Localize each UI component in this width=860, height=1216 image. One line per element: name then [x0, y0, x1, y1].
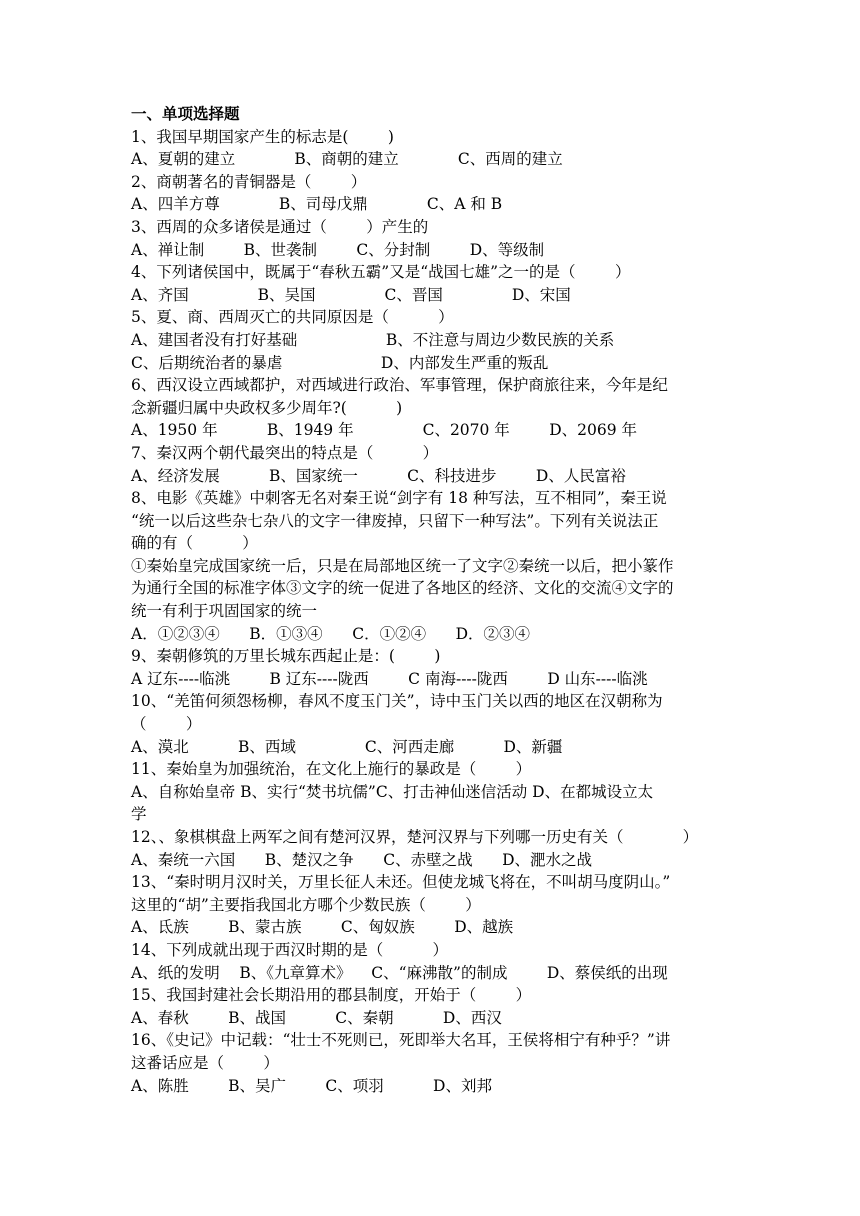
text-line: A、夏朝的建立 B、商朝的建立 C、西周的建立 [131, 150, 563, 169]
text-line: 4、下列诸侯国中，既属于“春秋五霸”又是“战国七雄”之一的是（ ） [131, 263, 631, 282]
text-line: 9、秦朝修筑的万里长城东西起止是：( ) [131, 647, 441, 666]
text-line: 学 [131, 805, 147, 824]
text-line: A、四羊方尊 B、司母戊鼎 C、A 和 B [131, 195, 503, 214]
worksheet-page [131, 103, 735, 1097]
text-line: A、漠北 B、西域 C、河西走廊 D、新疆 [131, 737, 563, 756]
text-line: （ ） [131, 715, 202, 734]
text-line: 这里的“胡”主要指我国北方哪个少数民族（ ） [131, 895, 481, 914]
text-line: A、经济发展 B、国家统一 C、科技进步 D、人民富裕 [131, 466, 626, 485]
text-line: A、纸的发明 B、《九章算术》 C、“麻沸散”的制成 D、蔡侯纸的出现 [131, 963, 668, 982]
text-line: A、春秋 B、战国 C、秦朝 D、西汉 [131, 1008, 502, 1027]
text-line: 6、西汉设立西域都护，对西域进行政治、军事管理，保护商旅往来，今年是纪 [131, 376, 668, 395]
text-line: 8、电影《英雄》中刺客无名对秦王说“剑字有 18 种写法，互不相同”，秦王说 [131, 489, 667, 508]
text-line: A、陈胜 B、吴广 C、项羽 D、刘邦 [131, 1076, 492, 1095]
text-line: A、1950 年 B、1949 年 C、2070 年 D、2069 年 [131, 421, 638, 440]
text-line: 5、夏、商、西周灭亡的共同原因是（ ） [131, 308, 454, 327]
text-line: 10、“羌笛何须怨杨柳，春风不度玉门关”，诗中玉门关以西的地区在汉朝称为 [131, 692, 663, 711]
text-line: “统一以后这些杂七杂八的文字一律废掉，只留下一种写法”。下列有关说法正 [131, 511, 659, 530]
text-line: A、秦统一六国 B、楚汉之争 C、赤壁之战 D、淝水之战 [131, 850, 593, 869]
text-line: 确的有（ ） [131, 534, 258, 553]
text-line: 12、、象棋棋盘上两军之间有楚河汉界，楚河汉界与下列哪一历史有关（ ） [131, 828, 699, 846]
text-line: 统一有利于巩固国家的统一 [131, 602, 318, 621]
text-line: 11、秦始皇为加强统治，在文化上施行的暴政是（ ） [131, 760, 532, 779]
text-line: 15、我国封建社会长期沿用的郡县制度，开始于（ ） [131, 986, 532, 1005]
text-line: 为通行全国的标准字体③文字的统一促进了各地区的经济、文化的交流④文字的 [131, 579, 674, 598]
text-line: 2、商朝著名的青铜器是（ ） [131, 172, 367, 191]
text-line: A、建国者没有打好基础 B、不注意与周边少数民族的关系 [131, 330, 615, 349]
text-line: 7、秦汉两个朝代最突出的特点是（ ） [131, 443, 439, 462]
text-line: 这番话应是（ ） [131, 1053, 279, 1072]
text-line: 16、《史记》中记载：“壮士不死则已，死即举大名耳，王侯将相宁有种乎？”讲 [131, 1031, 671, 1050]
text-line: 3、西周的众多诸侯是通过（ ）产生的 [131, 217, 429, 236]
text-line: A、齐国 B、吴国 C、晋国 D、宋国 [131, 285, 571, 304]
text-line: A 辽东----临洮 B 辽东----陇西 C 南海----陇西 D 山东----临洮 [131, 669, 648, 688]
text-line: ①秦始皇完成国家统一后，只是在局部地区统一了文字②秦统一以后，把小篆作 [131, 556, 674, 575]
text-line: 1、我国早期国家产生的标志是( ) [131, 127, 394, 146]
text-line: 14、下列成就出现于西汉时期的是（ ） [131, 940, 448, 959]
text-line: A、自称始皇帝 B、实行“焚书坑儒”C、打击神仙迷信活动 D、在都城设立太 [131, 782, 654, 801]
text-line: A、氐族 B、蒙古族 C、匈奴族 D、越族 [131, 918, 514, 937]
text-line: A．①②③④ B．①③④ C．①②④ D．②③④ [131, 624, 531, 643]
text-line: 念新疆归属中央政权多少周年?( ) [131, 398, 403, 417]
text-line: A、禅让制 B、世袭制 C、分封制 D、等级制 [131, 240, 545, 259]
section-title: 一、单项选择题 [131, 104, 240, 123]
text-line: 13、“秦时明月汉时关，万里长征人未还。但使龙城飞将在，不叫胡马度阴山。” [131, 873, 671, 892]
text-line: C、后期统治者的暴虐 D、内部发生严重的叛乱 [131, 353, 549, 372]
